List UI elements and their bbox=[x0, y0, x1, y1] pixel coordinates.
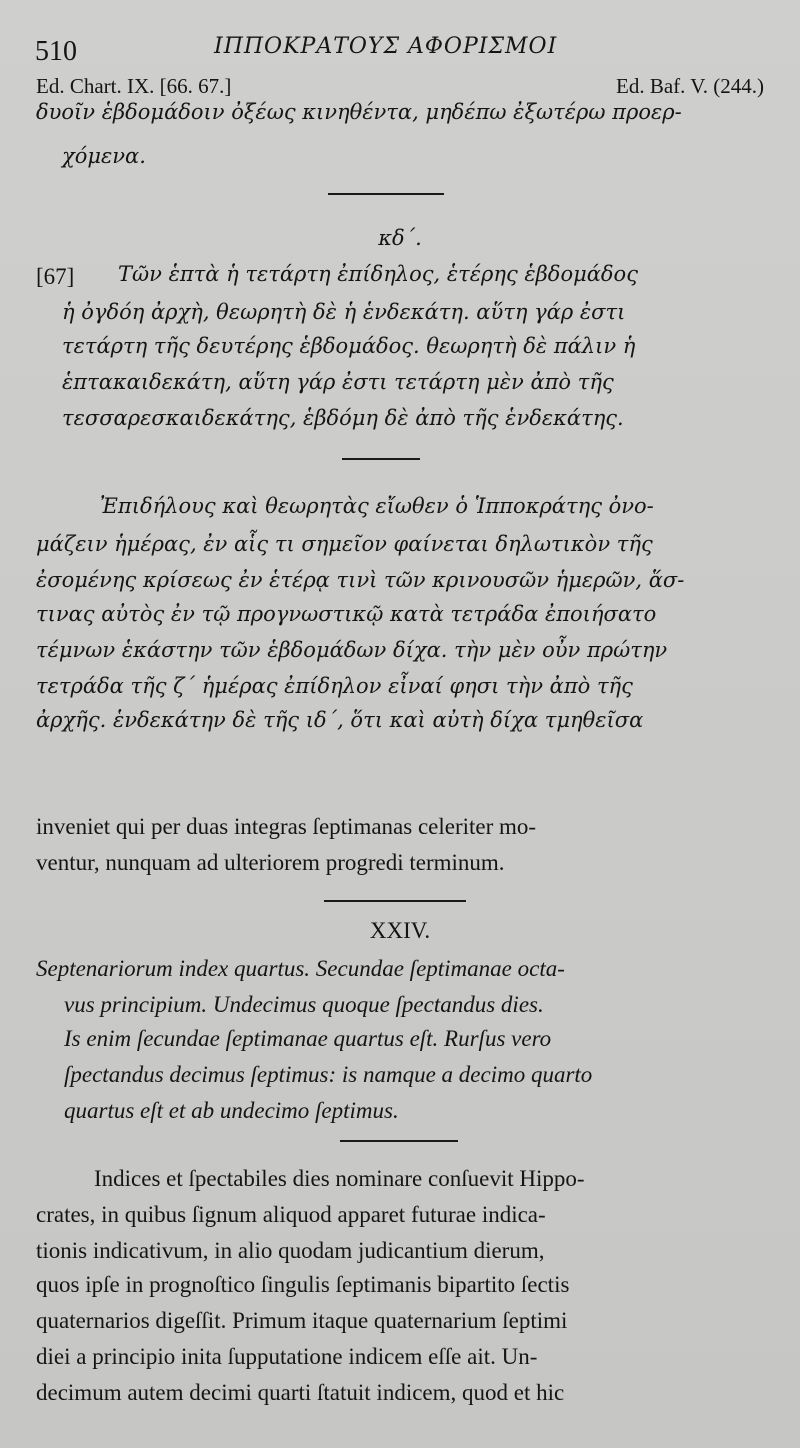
section-divider bbox=[342, 458, 420, 460]
greek-commentary-line: τινας αὐτὸς ἐν τῷ προγνωστικῷ κατὰ τετράδα ἐποιήσατο bbox=[36, 602, 657, 626]
latin-commentary-line: quos ipſe in prognoſtico ſingulis ſeptimanis bipartito ſectis bbox=[36, 1272, 570, 1297]
section-divider bbox=[328, 193, 444, 195]
edition-basel-ref: Ed. Baf. V. (244.) bbox=[616, 74, 764, 98]
edition-chart-ref: Ed. Chart. IX. [66. 67.] bbox=[36, 74, 232, 98]
latin-commentary-line: quaternarios digeſſit. Primum itaque quaternarium ſeptimi bbox=[36, 1308, 568, 1333]
latin-commentary-line: crates, in quibus ſignum aliquod apparet futurae indica- bbox=[36, 1202, 546, 1227]
latin-aphorism-line: Septenariorum index quartus. Secundae ſeptimanae octa- bbox=[36, 956, 565, 981]
section-divider bbox=[324, 900, 466, 902]
latin-cont-line: ventur, nunquam ad ulteriorem progredi terminum. bbox=[36, 850, 505, 875]
greek-aphorism-line: Τῶν ἑπτὰ ἡ τετάρτη ἐπίδηλος, ἑτέρης ἑβδομάδος bbox=[118, 262, 638, 286]
section-divider bbox=[340, 1140, 458, 1142]
greek-aphorism-line: τετάρτη τῆς δευτέρης ἑβδομάδος. θεωρητὴ δὲ πάλιν ἡ bbox=[62, 334, 636, 358]
greek-aphorism-line: ἑπτακαιδεκάτη, αὕτη γάρ ἐστι τετάρτη μὲν ἀπὸ τῆς bbox=[62, 370, 614, 394]
page-number: 510 bbox=[35, 36, 77, 67]
greek-aphorism-line: τεσσαρεσκαιδεκάτης, ἑβδόμη δὲ ἀπὸ τῆς ἑνδεκάτης. bbox=[62, 406, 624, 430]
latin-commentary-line: tionis indicativum, in alio quodam judicantium dierum, bbox=[36, 1238, 545, 1263]
running-title: ΙΠΠΟΚΡΑΤΟΥΣ ΑΦΟΡΙΣΜΟΙ bbox=[214, 34, 558, 59]
greek-commentary-line: μάζειν ἡμέρας, ἐν αἷς τι σημεῖον φαίνεται δηλωτικὸν τῆς bbox=[36, 532, 653, 556]
page-bracket-ref: [67] bbox=[36, 264, 75, 289]
latin-aphorism-line: vus principium. Undecimus quoque ſpectandus dies. bbox=[64, 992, 544, 1017]
greek-commentary-line: τετράδα τῆς ζ΄ ἡμέρας ἐπίδηλον εἶναί φησι τὴν ἀπὸ τῆς bbox=[36, 674, 633, 698]
greek-commentary-line: ἐσομένης κρίσεως ἐν ἑτέρᾳ τινὶ τῶν κρινουσῶν ἡμερῶν, ἅσ- bbox=[36, 568, 685, 592]
latin-aphorism-number: XXIV. bbox=[369, 918, 431, 943]
latin-aphorism-line: Is enim ſecundae ſeptimanae quartus eſt. Rurſus vero bbox=[64, 1026, 552, 1051]
greek-commentary-line: τέμνων ἑκάστην τῶν ἑβδομάδων δίχα. τὴν μὲν οὖν πρώτην bbox=[36, 638, 668, 662]
latin-aphorism-line: ſpectandus decimus ſeptimus: is namque a decimo quarto bbox=[64, 1062, 593, 1087]
latin-aphorism-line: quartus eſt et ab undecimo ſeptimus. bbox=[64, 1098, 399, 1123]
latin-commentary-line: diei a principio inita ſupputatione indicem eſſe ait. Un- bbox=[36, 1344, 538, 1369]
greek-commentary-line: ἀρχῆς. ἑνδεκάτην δὲ τῆς ιδ΄, ὅτι καὶ αὐτὴ δίχα τμηθεῖσα bbox=[36, 708, 644, 732]
greek-commentary-line: Ἐπιδήλους καὶ θεωρητὰς εἴωθεν ὁ Ἱπποκράτης ὀνο- bbox=[100, 494, 654, 518]
greek-cont-line: δυοῖν ἑβδομάδοιν ὀξέως κινηθέντα, μηδέπω ἐξωτέρω προερ- bbox=[36, 100, 682, 124]
latin-cont-line: inveniet qui per duas integras ſeptimanas celeriter mo- bbox=[36, 814, 537, 839]
greek-cont-line: χόμενα. bbox=[62, 144, 146, 168]
latin-commentary-line: Indices et ſpectabiles dies nominare conſuevit Hippo- bbox=[94, 1166, 585, 1191]
greek-aphorism-number: κδ΄. bbox=[378, 226, 422, 250]
greek-aphorism-line: ἡ ὀγδόη ἀρχὴ, θεωρητὴ δὲ ἡ ἑνδεκάτη. αὕτη γάρ ἐστι bbox=[62, 300, 626, 324]
latin-commentary-line: decimum autem decimi quarti ſtatuit indicem, quod et hic bbox=[36, 1380, 565, 1405]
